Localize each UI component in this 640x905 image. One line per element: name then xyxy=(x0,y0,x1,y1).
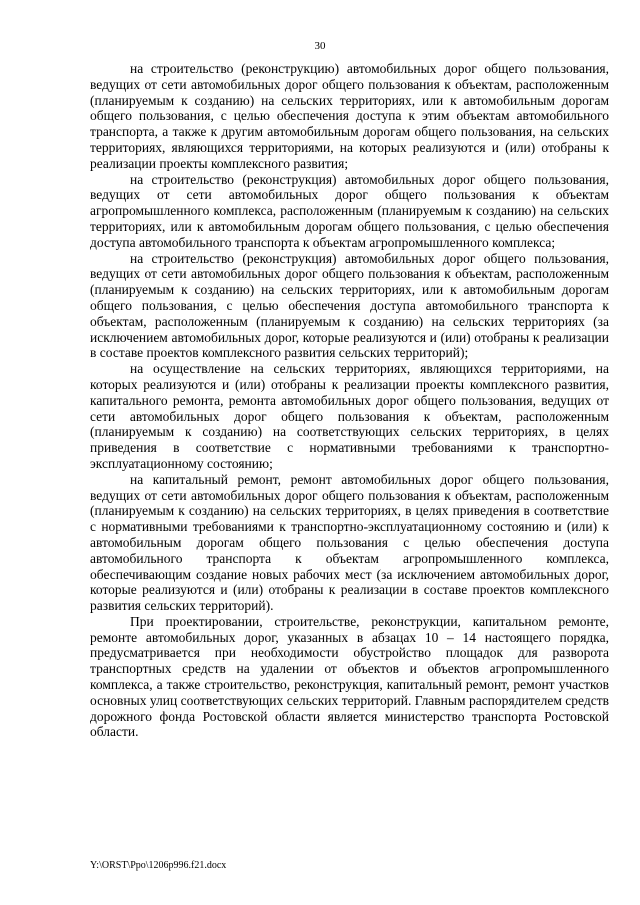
paragraph-road-repair-development: на осуществление на сельских территориях, являющихся территориями, на которых реализуются и (или) отобраны к реализации проекты комплексного развития, капитального ремонта, ремонта автомобильных дорог общего пользования, ведущих от сети автомобильных дорог общего пользования к объектам, расположенным (планируемым к созданию) на соответствующих сельских территориях, в целях приведения в соответствие с нормативными требованиями к транспортно-эксплуатационному состоянию; xyxy=(90,361,609,471)
paragraph-road-repair-agro: на капитальный ремонт, ремонт автомобильных дорог общего пользования, ведущих от сети автомобильных дорог общего пользования к объектам, расположенным (планируемым к созданию) на сельских территориях, в целях приведения в соответствие с нормативными требованиями к транспортно-эксплуатационному состоянию и (или) к автомобильным дорогам общего пользования с целью обеспечения доступа автомобильного транспорта к объектам агропромышленного комплекса, обеспечивающим создание новых рабочих мест (за исключением автомобильных дорог, которые реализуются и (или) отобраны к реализации в составе проектов комплексного развития сельских территорий). xyxy=(90,471,609,614)
page-number: 30 xyxy=(314,40,326,52)
document-body xyxy=(90,61,609,740)
footer-file-path: Y:\ORST\Ppo\1206p996.f21.docx xyxy=(90,860,227,871)
paragraph-road-construction-rural: на строительство (реконструкцию) автомобильных дорог общего пользования, ведущих от сети автомобильных дорог общего пользования к объектам, расположенным (планируемым к созданию) на сельских территориях, или к автомобильным дорогам общего пользования, с целью обеспечения доступа к этим объектам автомобильного транспорта, а также к другим автомобильным дорогам общего пользования, на сельских территориях, являющихся территориями, на которых реализуются и (или) отобраны к реализации проекты комплексного развития; xyxy=(90,61,609,171)
paragraph-design-provisions: При проектировании, строительстве, реконструкции, капитальном ремонте, ремонте автомобильных дорог, указанных в абзацах 10 – 14 настоящего порядка, предусматривается при необходимости обустройство площадок для разворота транспортных средств на удалении от объектов и объектов агропромышленного комплекса, а также строительство, реконструкция, капитальный ремонт, ремонт участков основных улиц соответствующих сельских территорий. Главным распорядителем средств дорожного фонда Ростовской области является министерство транспорта Ростовской области. xyxy=(90,613,609,740)
paragraph-road-construction-agro: на строительство (реконструкция) автомобильных дорог общего пользования, ведущих от сети автомобильных дорог общего пользования к объектам агропромышленного комплекса, расположенным (планируемым к созданию) на сельских территориях, или к автомобильным дорогам общего пользования, с целью обеспечения доступа автомобильного транспорта к объектам агропромышленного комплекса; xyxy=(90,171,609,250)
paragraph-road-construction-excl-projects: на строительство (реконструкция) автомобильных дорог общего пользования, ведущих от сети автомобильных дорог общего пользования к объектам, расположенным (планируемым к созданию) на сельских территориях, или к автомобильным дорогам общего пользования, с целью обеспечения доступа автомобильного транспорта к объектам, расположенным (планируемым к созданию) на сельских территориях (за исключением автомобильных дорог, которые реализуются и (или) отобраны к реализации в составе проектов комплексного развития сельских территорий); xyxy=(90,250,609,361)
